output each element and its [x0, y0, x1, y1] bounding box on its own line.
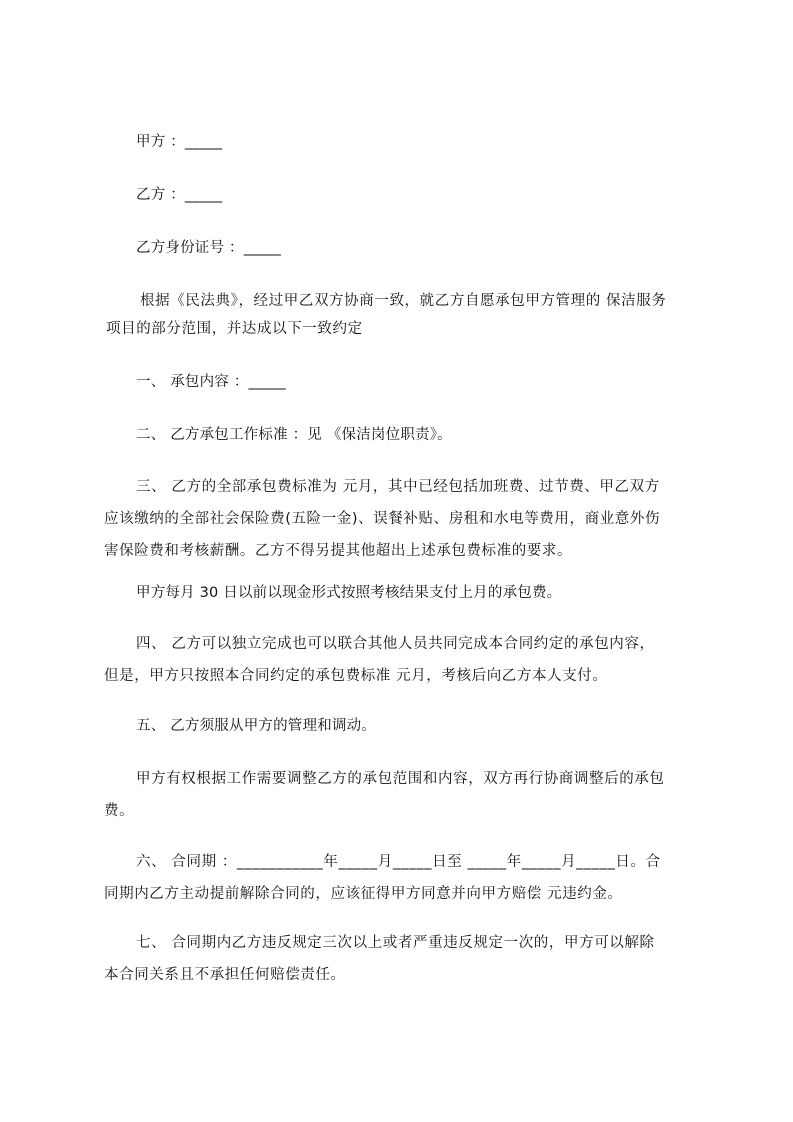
payment-line: 甲方每月 30 日以前以现金形式按照考核结果支付上月的承包费。 [136, 585, 562, 601]
adjust-paragraph [104, 763, 704, 827]
clause-4-line-1: 四、 乙方可以独立完成也可以联合其他人员共同完成本合同约定的承包内容， [136, 636, 655, 652]
intro-line-2: 项目的部分范围，并达成以下一致约定 [106, 321, 363, 337]
clause-3-line-1: 三、 乙方的全部承包费标准为 元月，其中已经包括加班费、过节费、甲乙双方 [136, 479, 660, 495]
adjust-line-2: 费。 [104, 803, 135, 819]
clause-7 [104, 927, 704, 991]
clause-1: 一、 承包内容 ：_____ [136, 374, 286, 390]
clause-6-line-2: 同期内乙方主动提前解除合同的，应该征得甲方同意并向甲方赔偿 元违约金。 [104, 886, 623, 902]
intro-line-1: 根据《民法典》，经过甲乙双方协商一致，就乙方自愿承包甲方管理的 保洁服务 [140, 293, 667, 309]
party-b-line: 乙方 ：_____ [136, 187, 223, 203]
clause-4-line-2: 但是，甲方只按照本合同约定的承包费标准 元月，考核后向乙方本人支付。 [104, 668, 608, 684]
clause-3-line-2: 应该缴纳的全部社会保险费(五险一金)、误餐补贴、房租和水电等费用，商业意外伤 [104, 511, 661, 527]
clause-5: 五、 乙方须服从甲方的管理和调动。 [136, 718, 377, 734]
clause-6 [104, 846, 704, 910]
intro-paragraph [106, 287, 696, 343]
clause-2: 二、 乙方承包工作标准 ：见 《保洁岗位职责》。 [136, 427, 452, 443]
clause-3 [104, 471, 704, 567]
clause-3-line-3: 害保险费和考核薪酬。乙方不得另提其他超出上述承包费标准的要求。 [104, 543, 573, 559]
adjust-line-1: 甲方有权根据工作需要调整乙方的承包范围和内容，双方再行协商调整后的承包 [136, 771, 665, 787]
clause-7-line-2: 本合同关系且不承担任何赔偿责任。 [104, 967, 346, 983]
clause-4 [104, 628, 704, 692]
clause-7-line-1: 七、 合同期内乙方违反规定三次以上或者严重违反规定一次的，甲方可以解除 [136, 935, 655, 951]
party-a-line: 甲方 ：_____ [136, 134, 223, 150]
party-b-id-line: 乙方身份证号 ：_____ [136, 240, 281, 256]
clause-6-line-1: 六、 合同期 ：___________年_____月_____日至 _____年_____月_____日。合 [136, 854, 661, 870]
